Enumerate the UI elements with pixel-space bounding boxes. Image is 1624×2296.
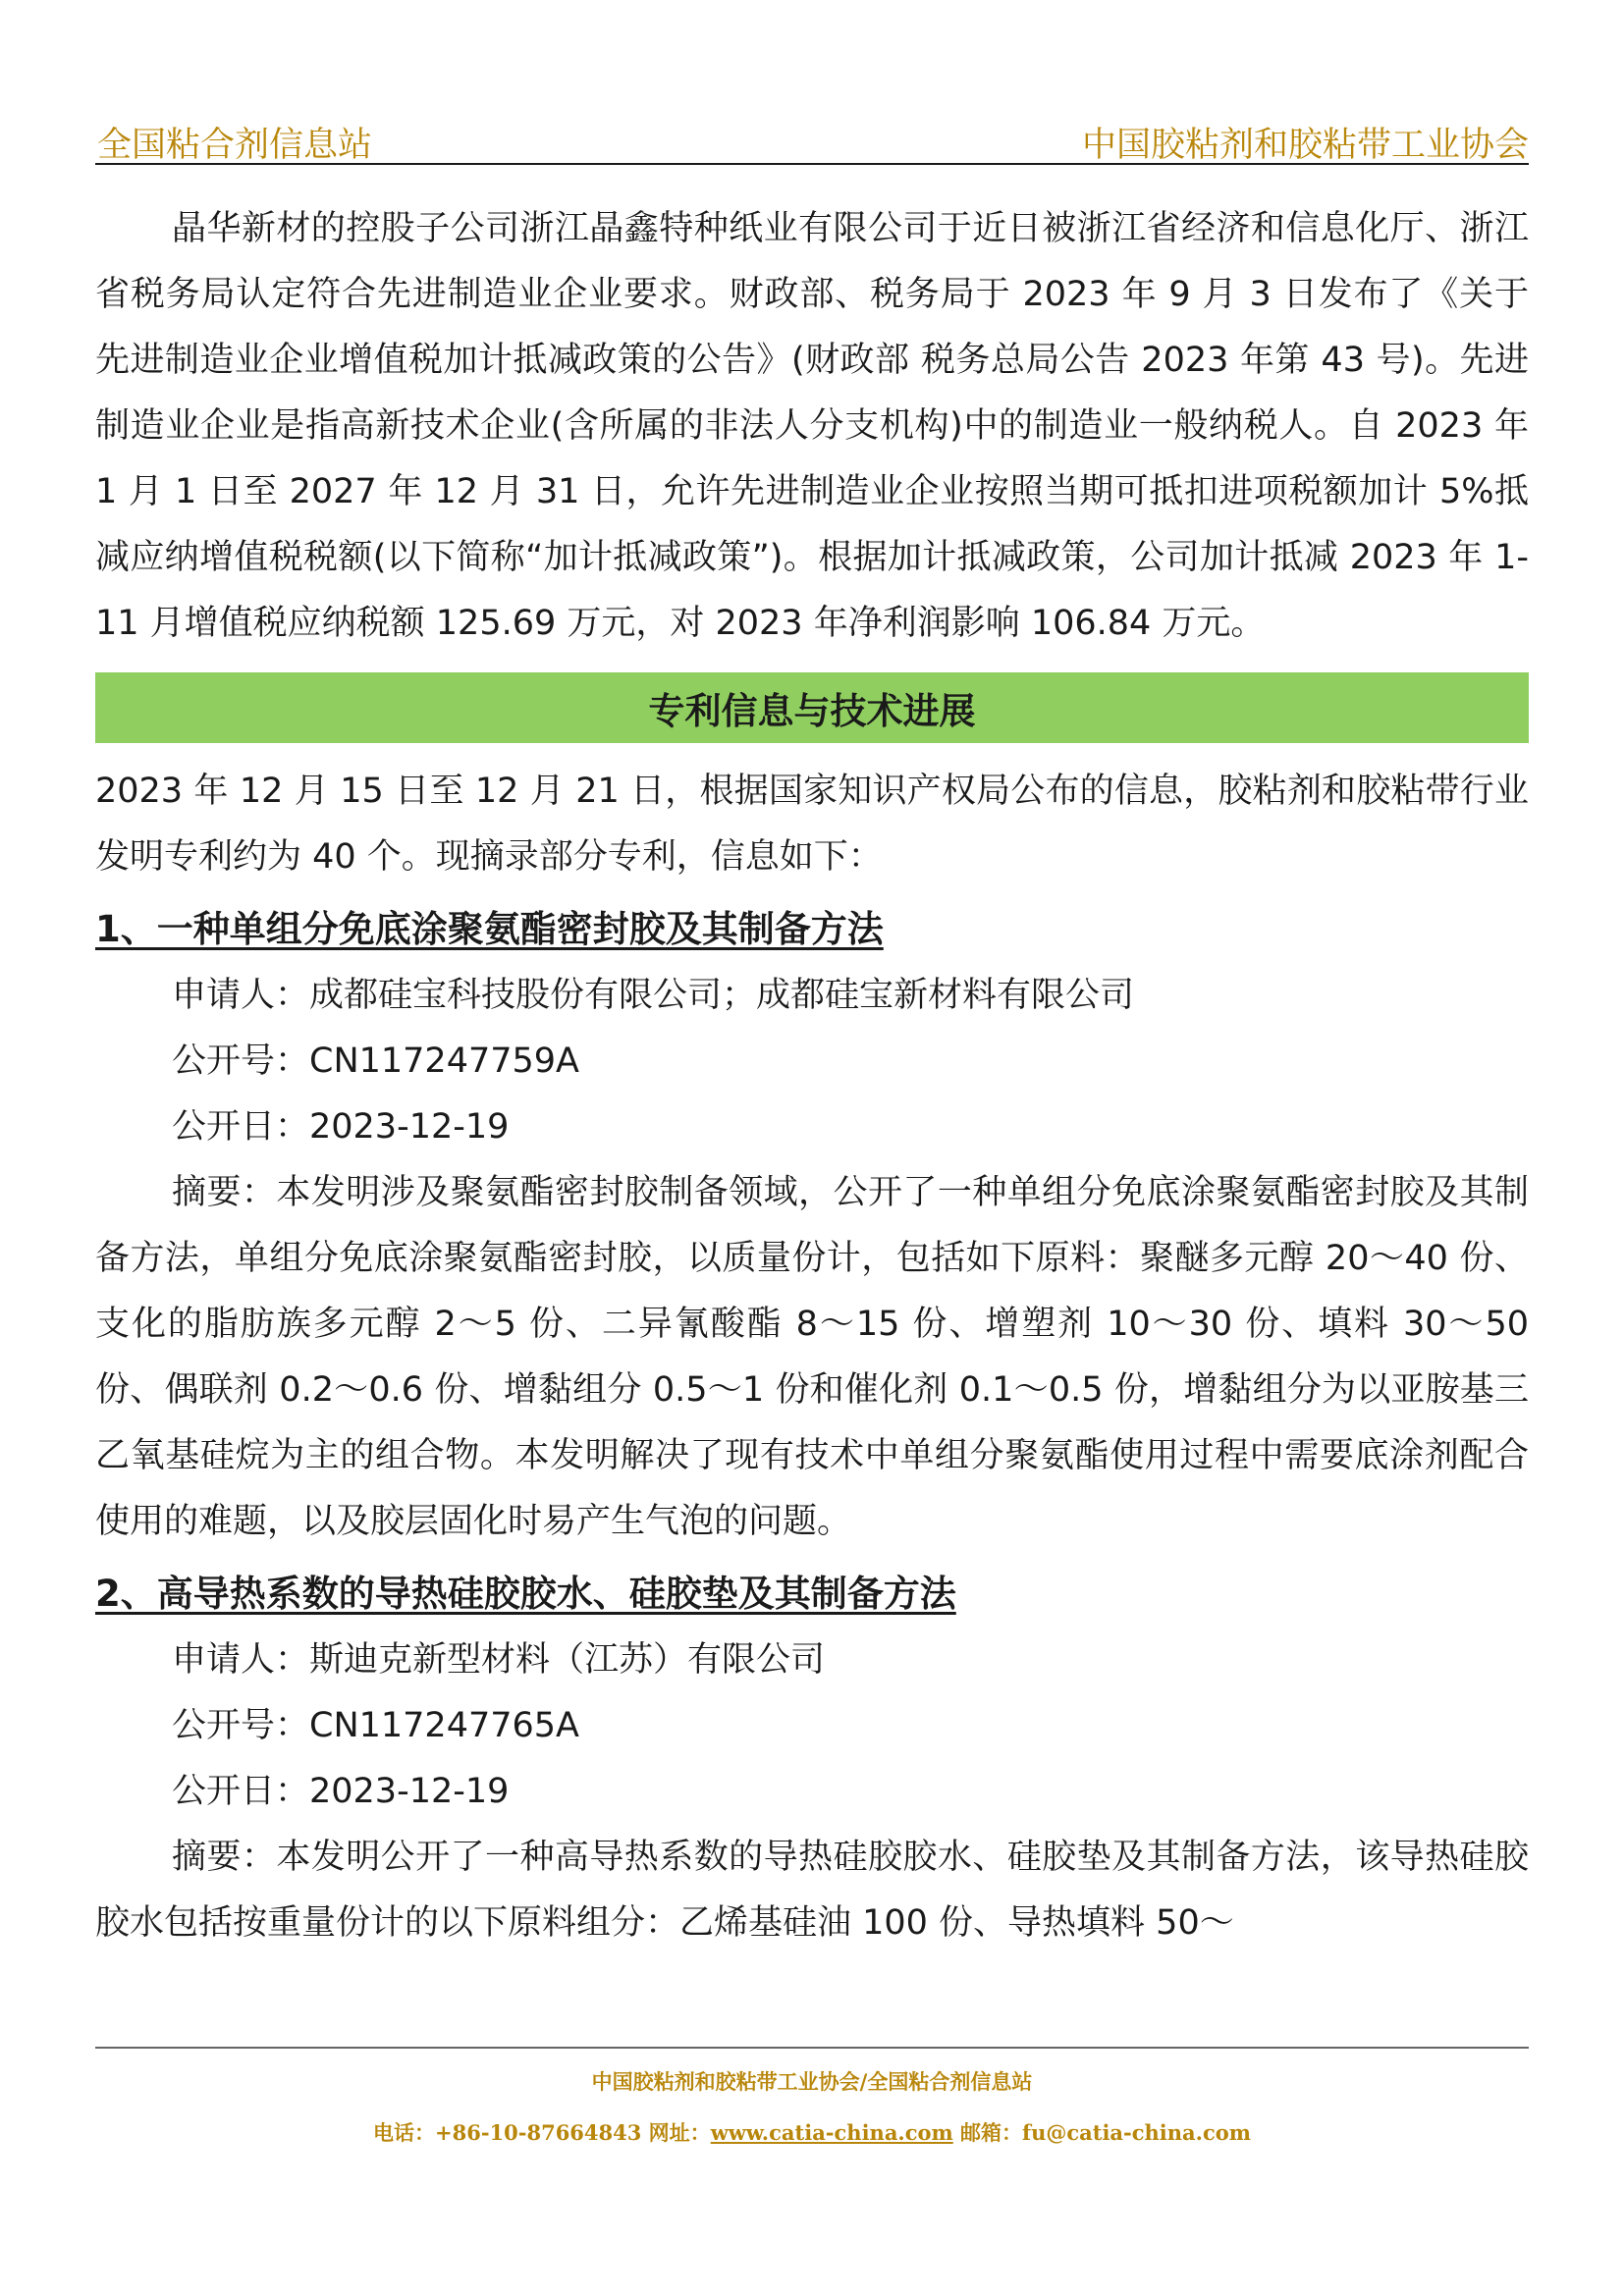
patent-item — [95, 896, 1529, 1555]
header-site-name: 全国粘合剂信息站 — [97, 126, 373, 165]
patent-pub-no: 公开号：CN117247765A — [172, 1706, 579, 1745]
patent-title: 1、一种单组分免底涂聚氨酯密封胶及其制备方法 — [95, 908, 884, 950]
patent-abstract: 摘要：本发明公开了一种高导热系数的导热硅胶胶水、硅胶垫及其制备方法，该导热硅胶胶水包括按重量份计的以下原料组分：乙烯基硅油 100 份、导热填料 50～ — [95, 1838, 1529, 1943]
footer-website-link[interactable]: www.catia-china.com — [710, 2120, 953, 2145]
patent-abstract: 摘要：本发明涉及聚氨酯密封胶制备领域，公开了一种单组分免底涂聚氨酯密封胶及其制备方法，单组分免底涂聚氨酯密封胶，以质量份计，包括如下原料：聚醚多元醇 20～40 份、支化的脂肪族多元醇 2～5 份、二异氰酸酯 8～15 份、增塑剂 10～30 份、填料 30～50 份、偶联剂 0.2～0.6 份、增黏组分 0.5～1 份和催化剂 0.1～0.5 份，增黏组分为以亚胺基三乙氧基硅烷为主的组合物。本发明解决了现有技术中单组分聚氨酯使用过程中需要底涂剂配合使用的难题，以及胶层固化时易产生气泡的问题。 — [95, 1173, 1529, 1541]
page-content — [95, 196, 1529, 1956]
section-banner: 专利信息与技术进展 — [95, 672, 1529, 743]
footer-organization: 中国胶粘剂和胶粘带工业协会/全国粘合剂信息站 — [591, 2069, 1033, 2094]
patent-pub-date: 公开日：2023-12-19 — [172, 1107, 510, 1147]
footer-phone: 电话：+86-10-87664843 网址： — [373, 2120, 711, 2145]
patent-applicant: 申请人：斯迪克新型材料（江苏）有限公司 — [172, 1640, 826, 1680]
patent-title: 2、高导热系数的导热硅胶胶水、硅胶垫及其制备方法 — [95, 1573, 956, 1615]
header-association-name: 中国胶粘剂和胶粘带工业协会 — [1081, 126, 1529, 165]
page-header — [95, 114, 1529, 165]
footer-email: 邮箱：fu@catia-china.com — [952, 2120, 1251, 2145]
patent-pub-no: 公开号：CN117247759A — [172, 1041, 579, 1081]
patent-pub-date: 公开日：2023-12-19 — [172, 1772, 510, 1811]
footer-contact — [95, 2117, 1529, 2147]
intro-paragraph: 晶华新材的控股子公司浙江晶鑫特种纸业有限公司于近日被浙江省经济和信息化厅、浙江省税务局认定符合先进制造业企业要求。财政部、税务局于 2023 年 9 月 3 日发布了《关于先进制造业企业增值税加计抵减政策的公告》(财政部 税务总局公告 2023 年第 43 号)。先进制造业企业是指高新技术企业(含所属的非法人分支机构)中的制造业一般纳税人。自 2023 年 1 月 1 日至 2027 年 12 月 31 日，允许先进制造业企业按照当期可抵扣进项税额加计 5%抵减应纳增值税税额(以下简称“加计抵减政策”)。根据加计抵减政策，公司加计抵减 2023 年 1-11 月增值税应纳税额 125.69 万元，对 2023 年净利润影响 106.84 万元。 — [95, 209, 1529, 643]
page-footer — [95, 2047, 1529, 2147]
patent-applicant: 申请人：成都硅宝科技股份有限公司；成都硅宝新材料有限公司 — [172, 976, 1135, 1015]
patent-item — [95, 1561, 1529, 1956]
section-intro: 2023 年 12 月 15 日至 12 月 21 日，根据国家知识产权局公布的信息，胶粘剂和胶粘带行业发明专利约为 40 个。现摘录部分专利，信息如下： — [95, 772, 1529, 877]
